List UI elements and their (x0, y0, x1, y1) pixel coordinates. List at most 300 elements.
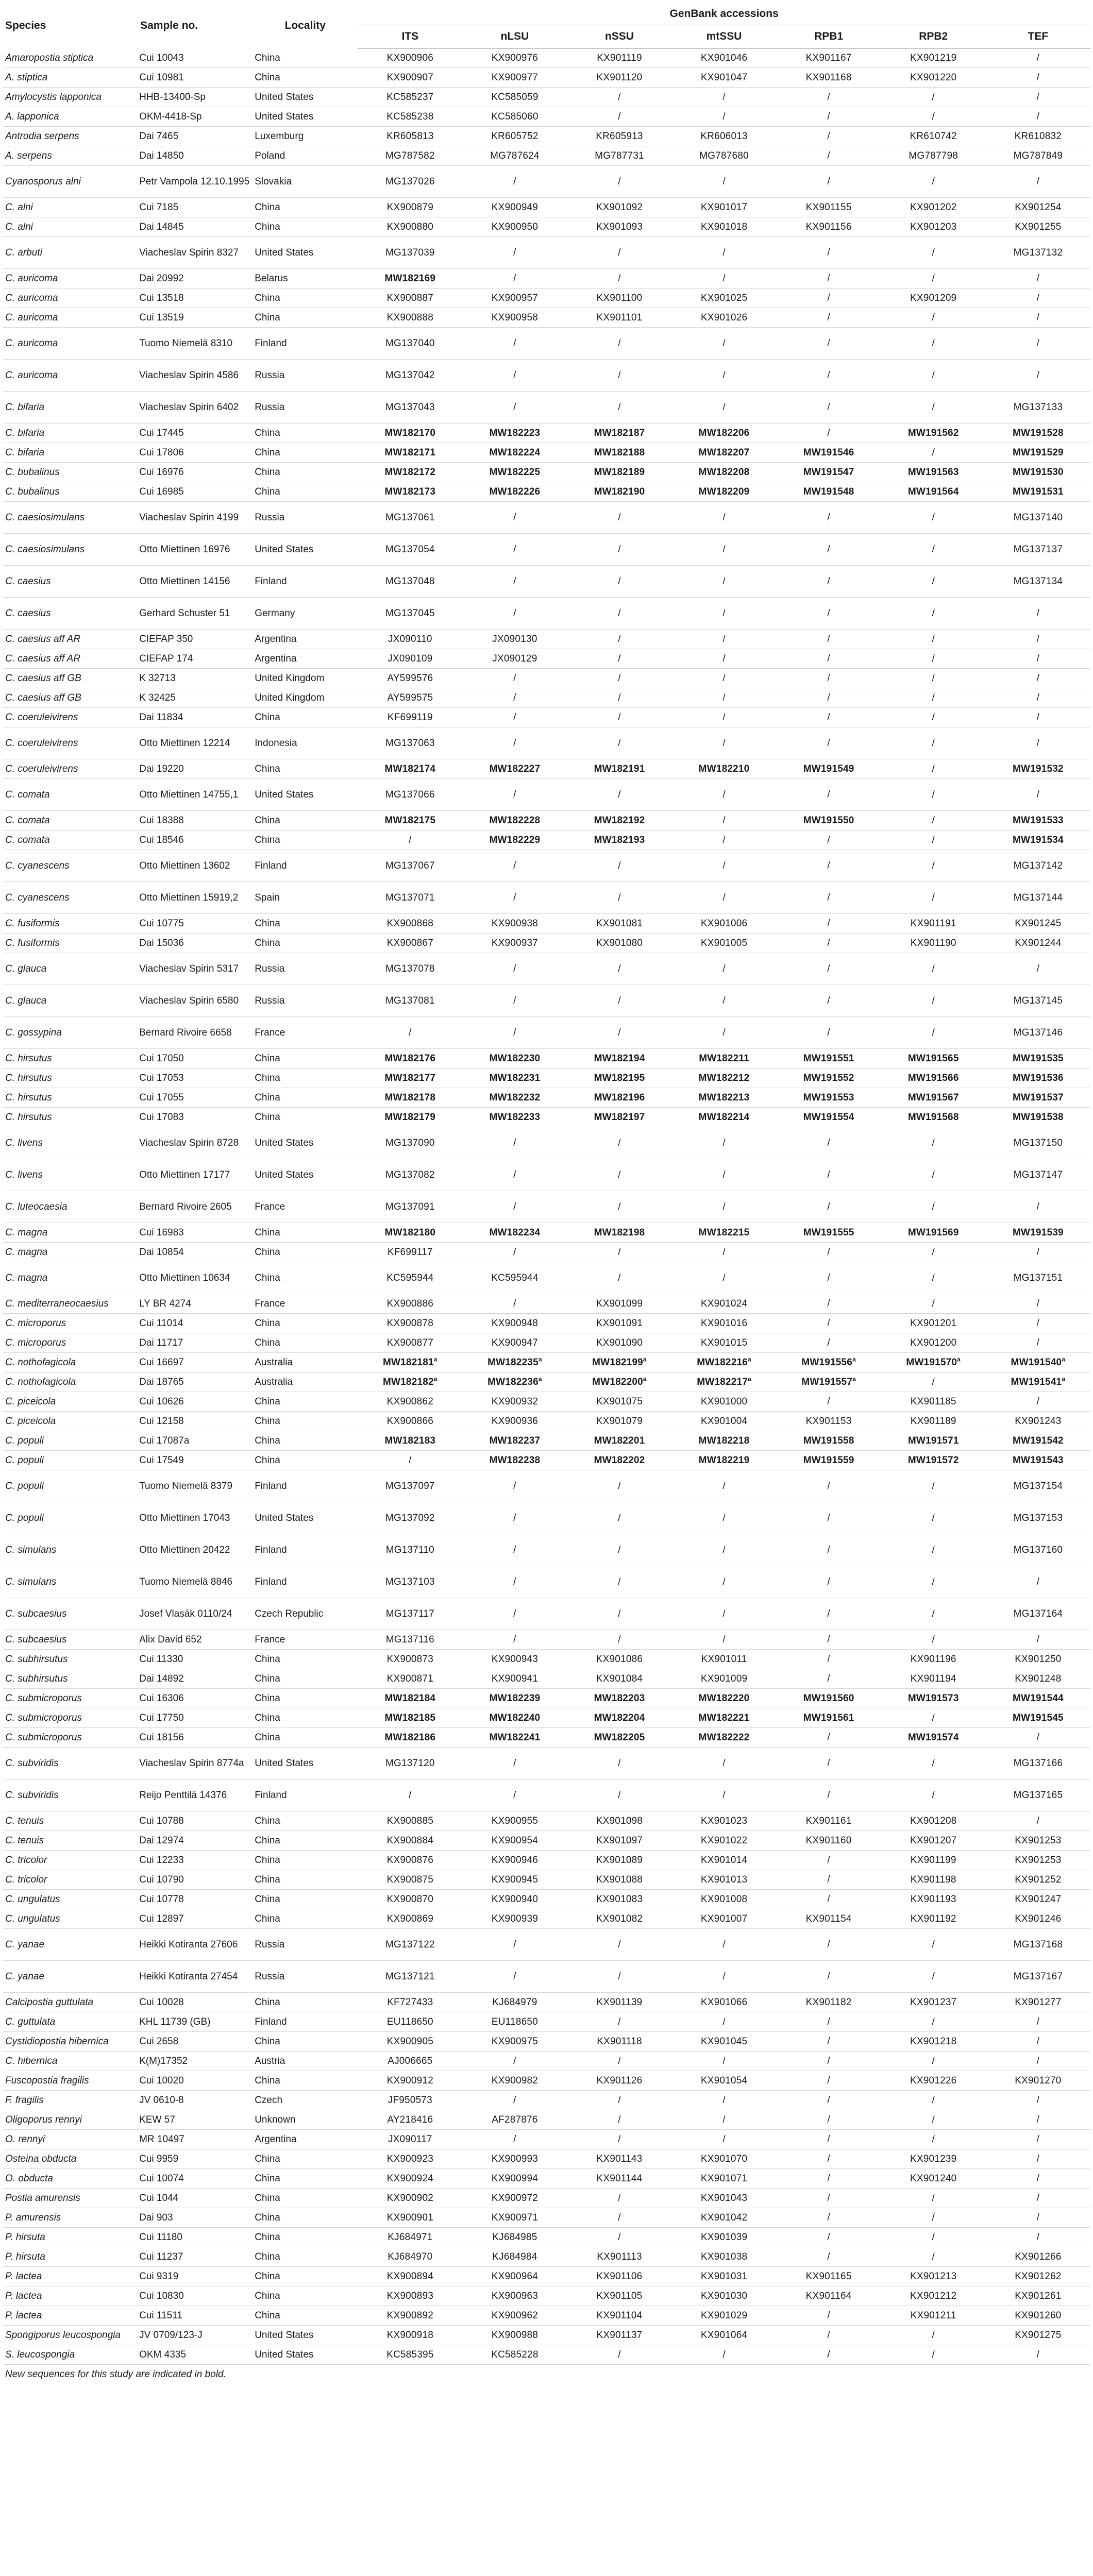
locality-cell: China (253, 1243, 358, 1262)
its-cell: / (358, 1451, 462, 1470)
nssu-cell: KX901082 (567, 1909, 671, 1929)
rpb2-cell: / (881, 1534, 986, 1566)
tef-cell: MW191534 (986, 831, 1090, 850)
species-cell: C. auricoma (3, 328, 138, 360)
mtssu-cell: / (672, 1566, 777, 1598)
locality-cell: China (253, 1831, 358, 1851)
rpb1-cell: / (777, 423, 881, 443)
tef-cell: / (986, 68, 1090, 88)
nlsu-cell: / (462, 328, 567, 360)
mtssu-cell: KX901011 (672, 1650, 777, 1669)
rpb2-cell: / (881, 2189, 986, 2208)
its-cell: KX900886 (358, 1294, 462, 1314)
tef-cell: / (986, 88, 1090, 107)
tef-cell: KX901252 (986, 1870, 1090, 1890)
sample-cell: Cui 10788 (138, 1811, 253, 1831)
its-cell: KX900877 (358, 1333, 462, 1353)
mtssu-cell: / (672, 2091, 777, 2110)
tef-cell: / (986, 269, 1090, 289)
locality-cell: China (253, 934, 358, 953)
locality-cell: China (253, 1069, 358, 1088)
mtssu-cell: KX901030 (672, 2286, 777, 2306)
locality-cell: China (253, 2286, 358, 2306)
tef-cell: MG137145 (986, 985, 1090, 1017)
tef-cell: MG137147 (986, 1159, 1090, 1191)
table-row (3, 2091, 1090, 2110)
sample-cell: Dai 11834 (138, 708, 253, 727)
tef-cell: / (986, 708, 1090, 727)
nssu-cell: MW182190 (567, 482, 671, 502)
sample-cell: Cui 10981 (138, 68, 253, 88)
its-cell: MG137066 (358, 779, 462, 811)
tef-cell: / (986, 1566, 1090, 1598)
mtssu-cell: KX901008 (672, 1890, 777, 1909)
species-cell: C. fusiformis (3, 914, 138, 934)
rpb1-cell: / (777, 2071, 881, 2091)
locality-cell: Indonesia (253, 727, 358, 759)
rpb2-cell: / (881, 1262, 986, 1294)
species-cell: C. comata (3, 811, 138, 831)
rpb2-cell: MW191566 (881, 1069, 986, 1088)
footnote-marker: a (1062, 1375, 1066, 1383)
tef-cell: KX901253 (986, 1831, 1090, 1851)
rpb2-cell: / (881, 2228, 986, 2247)
table-row (3, 2149, 1090, 2169)
species-cell: C. hirsutus (3, 1088, 138, 1108)
mtssu-cell: MW182212 (672, 1069, 777, 1088)
rpb1-cell: / (777, 2110, 881, 2130)
rpb1-cell: / (777, 1017, 881, 1049)
its-cell: MW182182$^a$ (358, 1372, 462, 1392)
table-row (3, 1069, 1090, 1088)
table-row (3, 308, 1090, 328)
locality-cell: Finland (253, 850, 358, 882)
tef-cell: KX901250 (986, 1650, 1090, 1669)
tef-cell: KX901270 (986, 2071, 1090, 2091)
locality-cell: Slovakia (253, 166, 358, 198)
species-cell: C. bifaria (3, 423, 138, 443)
species-cell: C. caesius aff AR (3, 630, 138, 649)
rpb2-cell: / (881, 1748, 986, 1780)
its-cell: JX090117 (358, 2130, 462, 2149)
rpb2-cell: / (881, 392, 986, 423)
table-row (3, 1929, 1090, 1961)
table-row (3, 953, 1090, 985)
table-header (3, 3, 1090, 48)
tef-cell: MG137151 (986, 1262, 1090, 1294)
sample-cell: Dai 15036 (138, 934, 253, 953)
sample-cell: Cui 16983 (138, 1223, 253, 1243)
nssu-cell: KX901097 (567, 1831, 671, 1851)
species-cell: P. lactea (3, 2286, 138, 2306)
locality-cell: China (253, 1262, 358, 1294)
mtssu-cell: KX901070 (672, 2149, 777, 2169)
sample-cell: K 32713 (138, 669, 253, 688)
rpb1-cell: MW191561 (777, 1708, 881, 1728)
rpb2-cell: / (881, 1470, 986, 1502)
its-cell: MG137091 (358, 1191, 462, 1223)
its-cell: MG137103 (358, 1566, 462, 1598)
locality-cell: China (253, 1314, 358, 1333)
nssu-cell: KX901120 (567, 68, 671, 88)
table-row (3, 630, 1090, 649)
rpb1-cell: KX901165 (777, 2267, 881, 2286)
nlsu-cell: KX900963 (462, 2286, 567, 2306)
locality-cell: Spain (253, 882, 358, 914)
species-cell: C. arbuti (3, 237, 138, 269)
table-row (3, 779, 1090, 811)
nlsu-cell: KC585059 (462, 88, 567, 107)
species-cell: C. luteocaesia (3, 1191, 138, 1223)
rpb1-cell: MW191553 (777, 1088, 881, 1108)
table-row (3, 1534, 1090, 1566)
nlsu-cell: MW182241 (462, 1728, 567, 1748)
tef-cell: MG137137 (986, 534, 1090, 566)
nlsu-cell: / (462, 1294, 567, 1314)
locality-cell: Germany (253, 598, 358, 630)
nlsu-cell: MG787624 (462, 146, 567, 166)
rpb1-cell: / (777, 1650, 881, 1669)
its-cell: MW182174 (358, 759, 462, 779)
locality-cell: Finland (253, 1470, 358, 1502)
locality-cell: France (253, 1191, 358, 1223)
nssu-cell: KX901081 (567, 914, 671, 934)
species-cell: C. tricolor (3, 1851, 138, 1870)
table-row (3, 328, 1090, 360)
nlsu-cell: KX900941 (462, 1669, 567, 1689)
rpb2-cell: / (881, 2247, 986, 2267)
nlsu-cell: KX900948 (462, 1314, 567, 1333)
tef-cell: / (986, 360, 1090, 392)
mtssu-cell: / (672, 1534, 777, 1566)
its-cell: KF699119 (358, 708, 462, 727)
nlsu-cell: KX900958 (462, 308, 567, 328)
rpb1-cell: / (777, 127, 881, 146)
locality-cell: Argentina (253, 2130, 358, 2149)
table-row (3, 850, 1090, 882)
nssu-cell: KX901092 (567, 198, 671, 217)
tef-cell: / (986, 727, 1090, 759)
mtssu-cell: / (672, 566, 777, 598)
tef-cell: MW191537 (986, 1088, 1090, 1108)
species-cell: C. hirsutus (3, 1049, 138, 1069)
species-cell: P. hirsuta (3, 2228, 138, 2247)
its-cell: KX900893 (358, 2286, 462, 2306)
nssu-cell: MW182189 (567, 463, 671, 482)
mtssu-cell: KX901043 (672, 2189, 777, 2208)
sample-cell: Cui 18546 (138, 831, 253, 850)
footnote-marker: a (538, 1355, 542, 1363)
nlsu-cell: MW182235$^a$ (462, 1353, 567, 1372)
tef-cell: / (986, 308, 1090, 328)
nlsu-cell: KX900938 (462, 914, 567, 934)
locality-cell: United States (253, 1127, 358, 1159)
its-cell: KX900871 (358, 1669, 462, 1689)
nlsu-cell: KX900945 (462, 1870, 567, 1890)
nlsu-cell: MW182231 (462, 1069, 567, 1088)
nssu-cell: / (567, 630, 671, 649)
nlsu-cell: MW182240 (462, 1708, 567, 1728)
rpb2-cell: / (881, 107, 986, 127)
tef-cell: KX901275 (986, 2326, 1090, 2345)
species-cell: C. comata (3, 831, 138, 850)
table-row (3, 811, 1090, 831)
its-cell: KX900880 (358, 217, 462, 237)
table-row (3, 1191, 1090, 1223)
rpb2-cell: KX901201 (881, 1314, 986, 1333)
mtssu-cell: MW182209 (672, 482, 777, 502)
nlsu-cell: KX900971 (462, 2208, 567, 2228)
species-cell: C. livens (3, 1127, 138, 1159)
species-cell: C. populi (3, 1431, 138, 1451)
sample-cell: Cui 10028 (138, 1993, 253, 2012)
nssu-cell: / (567, 1502, 671, 1534)
table-row (3, 1108, 1090, 1127)
table-row (3, 2326, 1090, 2345)
header-tef: TEF (986, 25, 1090, 48)
tef-cell: / (986, 2149, 1090, 2169)
sample-cell: Cui 11014 (138, 1314, 253, 1333)
species-cell: P. lactea (3, 2267, 138, 2286)
table-row (3, 1630, 1090, 1650)
nssu-cell: KX901139 (567, 1993, 671, 2012)
species-cell: O. obducta (3, 2169, 138, 2189)
tef-cell: MG137168 (986, 1929, 1090, 1961)
table-row (3, 198, 1090, 217)
nlsu-cell: / (462, 708, 567, 727)
species-cell: C. magna (3, 1262, 138, 1294)
sample-cell: KHL 11739 (GB) (138, 2012, 253, 2032)
footnote-marker: a (1062, 1355, 1066, 1363)
species-cell: C. livens (3, 1159, 138, 1191)
nlsu-cell: KX900977 (462, 68, 567, 88)
rpb1-cell: / (777, 2208, 881, 2228)
rpb1-cell: / (777, 237, 881, 269)
tef-cell: MW191530 (986, 463, 1090, 482)
sample-cell: Cui 16976 (138, 463, 253, 482)
nssu-cell: / (567, 1470, 671, 1502)
nlsu-cell: MW182238 (462, 1451, 567, 1470)
mtssu-cell: KX901026 (672, 308, 777, 328)
locality-cell: Russia (253, 1961, 358, 1993)
rpb1-cell: / (777, 2130, 881, 2149)
tef-cell: MW191528 (986, 423, 1090, 443)
sample-cell: Cui 12233 (138, 1851, 253, 1870)
footnote-marker: a (433, 1355, 438, 1363)
rpb2-cell: / (881, 360, 986, 392)
mtssu-cell: KX901015 (672, 1333, 777, 1353)
rpb1-cell: / (777, 1961, 881, 1993)
nlsu-cell: KX900943 (462, 1650, 567, 1669)
species-cell: Calcipostia guttulata (3, 1993, 138, 2012)
locality-cell: China (253, 308, 358, 328)
its-cell: MW182183 (358, 1431, 462, 1451)
table-row (3, 2306, 1090, 2326)
rpb2-cell: KX901190 (881, 934, 986, 953)
species-cell: C. caesiosimulans (3, 502, 138, 534)
table-row (3, 2345, 1090, 2365)
rpb2-cell: / (881, 2012, 986, 2032)
tef-cell: KX901266 (986, 2247, 1090, 2267)
sample-cell: Cui 10074 (138, 2169, 253, 2189)
species-cell: C. alni (3, 217, 138, 237)
species-cell: C. populi (3, 1451, 138, 1470)
mtssu-cell: / (672, 598, 777, 630)
table-row (3, 423, 1090, 443)
locality-cell: China (253, 423, 358, 443)
rpb1-cell: KX901168 (777, 68, 881, 88)
mtssu-cell: MW182208 (672, 463, 777, 482)
sample-cell: Dai 14845 (138, 217, 253, 237)
locality-cell: China (253, 443, 358, 463)
locality-cell: China (253, 482, 358, 502)
its-cell: / (358, 1780, 462, 1811)
species-cell: C. cyanescens (3, 850, 138, 882)
mtssu-cell: / (672, 1017, 777, 1049)
its-cell: KX900870 (358, 1890, 462, 1909)
its-cell: KX900876 (358, 1851, 462, 1870)
species-cell: C. populi (3, 1470, 138, 1502)
species-cell: C. ungulatus (3, 1890, 138, 1909)
table-body (3, 48, 1090, 2365)
tef-cell: / (986, 289, 1090, 308)
table-row (3, 2052, 1090, 2071)
nlsu-cell: / (462, 779, 567, 811)
species-cell: C. subhirsutus (3, 1650, 138, 1669)
sample-cell: Dai 20992 (138, 269, 253, 289)
its-cell: MG137061 (358, 502, 462, 534)
rpb1-cell: / (777, 166, 881, 198)
its-cell: MW182179 (358, 1108, 462, 1127)
rpb1-cell: / (777, 1566, 881, 1598)
nssu-cell: MW182198 (567, 1223, 671, 1243)
table-row (3, 1127, 1090, 1159)
tef-cell: MW191543 (986, 1451, 1090, 1470)
nssu-cell: KX901137 (567, 2326, 671, 2345)
rpb1-cell: / (777, 2345, 881, 2365)
locality-cell: China (253, 1870, 358, 1890)
species-cell: C. submicroporus (3, 1728, 138, 1748)
rpb2-cell: / (881, 2052, 986, 2071)
rpb2-cell: / (881, 953, 986, 985)
its-cell: MG137043 (358, 392, 462, 423)
its-cell: MG137092 (358, 1502, 462, 1534)
rpb2-cell: KX901194 (881, 1669, 986, 1689)
mtssu-cell: / (672, 1127, 777, 1159)
header-nlsu: nLSU (462, 25, 567, 48)
mtssu-cell: / (672, 269, 777, 289)
nssu-cell: / (567, 850, 671, 882)
its-cell: KX900885 (358, 1811, 462, 1831)
rpb2-cell: / (881, 1708, 986, 1728)
mtssu-cell: MW182222 (672, 1728, 777, 1748)
species-cell: C. bifaria (3, 443, 138, 463)
its-cell: MW182184 (358, 1689, 462, 1708)
rpb2-cell: / (881, 1502, 986, 1534)
its-cell: MW182185 (358, 1708, 462, 1728)
sample-cell: Tuomo Niemelä 8379 (138, 1470, 253, 1502)
locality-cell: China (253, 1333, 358, 1353)
rpb2-cell: / (881, 2208, 986, 2228)
locality-cell: Finland (253, 1566, 358, 1598)
footnote-marker: a (643, 1355, 647, 1363)
its-cell: EU118650 (358, 2012, 462, 2032)
table-row (3, 831, 1090, 850)
species-cell: C. bubalinus (3, 463, 138, 482)
locality-cell: Finland (253, 1534, 358, 1566)
sample-cell: Cui 11237 (138, 2247, 253, 2267)
species-cell: C. auricoma (3, 269, 138, 289)
nlsu-cell: MW182234 (462, 1223, 567, 1243)
rpb1-cell: KX901182 (777, 1993, 881, 2012)
its-cell: MW182170 (358, 423, 462, 443)
locality-cell: United States (253, 237, 358, 269)
its-cell: MG787582 (358, 146, 462, 166)
rpb2-cell: / (881, 831, 986, 850)
species-cell: Postia amurensis (3, 2189, 138, 2208)
tef-cell: MW191533 (986, 811, 1090, 831)
sample-cell: Dai 11717 (138, 1333, 253, 1353)
table-row (3, 2208, 1090, 2228)
rpb1-cell: / (777, 1890, 881, 1909)
species-cell: C. submicroporus (3, 1689, 138, 1708)
its-cell: MG137121 (358, 1961, 462, 1993)
nssu-cell: KX901088 (567, 1870, 671, 1890)
mtssu-cell: / (672, 1243, 777, 1262)
species-cell: C. hirsutus (3, 1108, 138, 1127)
rpb1-cell: / (777, 1294, 881, 1314)
nlsu-cell: KX900975 (462, 2032, 567, 2052)
tef-cell: / (986, 688, 1090, 708)
mtssu-cell: / (672, 237, 777, 269)
footnote-marker: a (433, 1375, 438, 1383)
locality-cell: Russia (253, 985, 358, 1017)
rpb2-cell: / (881, 1630, 986, 1650)
sample-cell: Otto Miettinen 12214 (138, 727, 253, 759)
nssu-cell: MW182197 (567, 1108, 671, 1127)
rpb2-cell: / (881, 166, 986, 198)
locality-cell: China (253, 1392, 358, 1412)
tef-cell: / (986, 2091, 1090, 2110)
mtssu-cell: / (672, 107, 777, 127)
nssu-cell: / (567, 688, 671, 708)
table-row (3, 1728, 1090, 1748)
table-row (3, 2228, 1090, 2247)
tef-cell: / (986, 2189, 1090, 2208)
nssu-cell: MW182196 (567, 1088, 671, 1108)
rpb1-cell: / (777, 1470, 881, 1502)
nssu-cell: / (567, 1566, 671, 1598)
mtssu-cell: MW182217$^a$ (672, 1372, 777, 1392)
mtssu-cell: / (672, 1598, 777, 1630)
tef-cell: MG137144 (986, 882, 1090, 914)
species-cell: C. bifaria (3, 392, 138, 423)
nssu-cell: / (567, 360, 671, 392)
its-cell: MW182186 (358, 1728, 462, 1748)
rpb2-cell: / (881, 2345, 986, 2365)
mtssu-cell: KX901047 (672, 68, 777, 88)
nlsu-cell: KX900994 (462, 2169, 567, 2189)
mtssu-cell: KX901017 (672, 198, 777, 217)
table-row (3, 1451, 1090, 1470)
rpb1-cell: / (777, 1780, 881, 1811)
species-cell: C. subcaesius (3, 1598, 138, 1630)
tef-cell: MW191535 (986, 1049, 1090, 1069)
locality-cell: Finland (253, 1780, 358, 1811)
rpb1-cell: / (777, 1191, 881, 1223)
rpb2-cell: MW191571 (881, 1431, 986, 1451)
nlsu-cell: / (462, 1630, 567, 1650)
